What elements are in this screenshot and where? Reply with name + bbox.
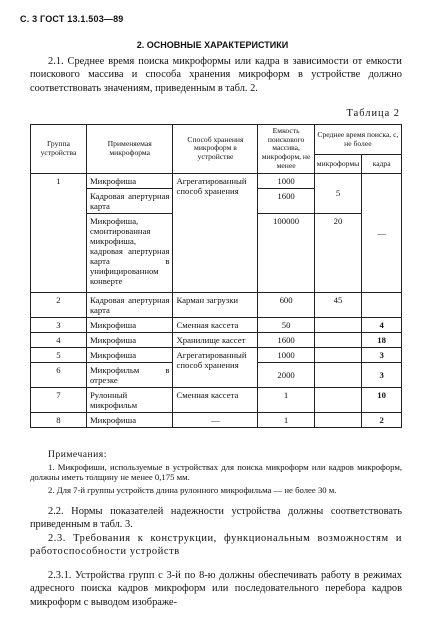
cell-time-microform bbox=[314, 362, 361, 387]
cell-capacity: 2000 bbox=[258, 362, 314, 387]
cell-time-frame: 3 bbox=[362, 347, 402, 362]
cell-time-microform: 5 bbox=[314, 173, 361, 213]
cell-storage: Агрегатированный способ хранения bbox=[173, 173, 258, 292]
paragraph-2-3-1: 2.3.1. Устройства групп с 3-й по 8-ю должны обеспечивать работу в режимах адресного поиска кадров микроформ или последовательного перебора кадров микроформ с выводом изображе- bbox=[30, 570, 402, 608]
cell-microform: Микрофиша, смонтированная микрофиша, кадровая апертурная карта в унифицированном конверте bbox=[86, 213, 173, 292]
paragraph-2-1: 2.1. Среднее время поиска микроформы или кадра в зависимости от емкости поискового массива и способа хранения микроформ в устройстве должно соответствовать значениям, приведенным в табл. 2. bbox=[30, 56, 402, 94]
table-row bbox=[31, 347, 402, 362]
table-row bbox=[31, 173, 402, 188]
table-row bbox=[31, 387, 402, 412]
cell-group: 2 bbox=[31, 292, 87, 317]
cell-microform: Микрофиша bbox=[86, 347, 173, 362]
cell-time-frame: 4 bbox=[362, 317, 402, 332]
cell-group: 7 bbox=[31, 387, 87, 412]
header-sub-frame: кадра bbox=[362, 155, 402, 173]
cell-time-frame: 3 bbox=[362, 362, 402, 387]
cell-microform: Рулонный микрофильм bbox=[86, 387, 173, 412]
cell-microform: Микрофиша bbox=[86, 412, 173, 427]
cell-time-frame: 2 bbox=[362, 412, 402, 427]
cell-storage: Хранилище кассет bbox=[173, 332, 258, 347]
table-row bbox=[31, 317, 402, 332]
cell-capacity: 600 bbox=[258, 292, 314, 317]
table-row bbox=[31, 412, 402, 427]
cell-storage: Сменная кассета bbox=[173, 387, 258, 412]
cell-time-frame: 18 bbox=[362, 332, 402, 347]
header-sub-microforms: микроформы bbox=[314, 155, 361, 173]
cell-group: 4 bbox=[31, 332, 87, 347]
cell-capacity: 1000 bbox=[258, 347, 314, 362]
cell-capacity: 100000 bbox=[258, 213, 314, 292]
cell-capacity: 1600 bbox=[258, 188, 314, 213]
cell-group: 3 bbox=[31, 317, 87, 332]
cell-microform: Кадровая апертурная карта bbox=[86, 188, 173, 213]
cell-storage: Сменная кассета bbox=[173, 317, 258, 332]
cell-microform: Микрофильм в отрезке bbox=[86, 362, 173, 387]
section-title: 2. ОСНОВНЫЕ ХАРАКТЕРИСТИКИ bbox=[136, 40, 289, 50]
table-row bbox=[31, 332, 402, 347]
cell-microform: Кадровая апертурная карта bbox=[86, 292, 173, 317]
cell-time-microform: 45 bbox=[314, 292, 361, 317]
note-2: 2. Для 7-й группы устройств длина рулонного микрофильма — не более 30 м. bbox=[48, 485, 337, 495]
cell-capacity: 50 bbox=[258, 317, 314, 332]
notes-title: Примечания: bbox=[48, 449, 107, 460]
cell-time-frame: 10 bbox=[362, 387, 402, 412]
table-2 bbox=[30, 124, 402, 428]
cell-group: 1 bbox=[31, 173, 87, 292]
cell-time-microform bbox=[314, 332, 361, 347]
cell-storage: Агрегатированный способ хранения bbox=[173, 347, 258, 387]
cell-capacity: 1000 bbox=[258, 173, 314, 188]
cell-time-microform: 20 bbox=[314, 213, 361, 292]
note-1: 1. Микрофиши, используемые в устройствах для поиска микроформ или кадров микроформ, должны иметь толщину не менее 0,175 мм. bbox=[30, 462, 402, 483]
cell-time-microform bbox=[314, 387, 361, 412]
header-group: Группа устройства bbox=[31, 125, 87, 174]
cell-time-microform bbox=[314, 317, 361, 332]
header-capacity: Емкость поискового массива, микроформ, не менее bbox=[258, 125, 314, 174]
cell-group: 6 bbox=[31, 362, 87, 387]
table-row bbox=[31, 292, 402, 317]
cell-time-frame: — bbox=[362, 173, 402, 292]
paragraph-2-3: 2.3. Требования к конструкции, функциональным возможностям и работоспособности устройств bbox=[30, 533, 402, 558]
table-caption: Таблица 2 bbox=[346, 108, 400, 119]
page-header: С. 3 ГОСТ 13.1.503—89 bbox=[20, 14, 124, 24]
cell-microform: Микрофиша bbox=[86, 332, 173, 347]
cell-capacity: 1 bbox=[258, 387, 314, 412]
header-storage: Способ хранения микроформ в устройстве bbox=[173, 125, 258, 174]
cell-storage: — bbox=[173, 412, 258, 427]
cell-capacity: 1600 bbox=[258, 332, 314, 347]
cell-storage: Карман загрузки bbox=[173, 292, 258, 317]
cell-microform: Микрофиша bbox=[86, 173, 173, 188]
paragraph-2-2: 2.2. Нормы показателей надежности устройства должны соответствовать приведенным в табл. 3. bbox=[30, 506, 402, 531]
cell-capacity: 1 bbox=[258, 412, 314, 427]
cell-time-microform bbox=[314, 412, 361, 427]
header-microform: Применяемая микроформа bbox=[86, 125, 173, 174]
cell-group: 5 bbox=[31, 347, 87, 362]
header-avg-time: Среднее время поиска, с, не более bbox=[314, 125, 401, 155]
cell-time-frame bbox=[362, 292, 402, 317]
cell-group: 8 bbox=[31, 412, 87, 427]
cell-microform: Микрофиша bbox=[86, 317, 173, 332]
cell-time-microform bbox=[314, 347, 361, 362]
